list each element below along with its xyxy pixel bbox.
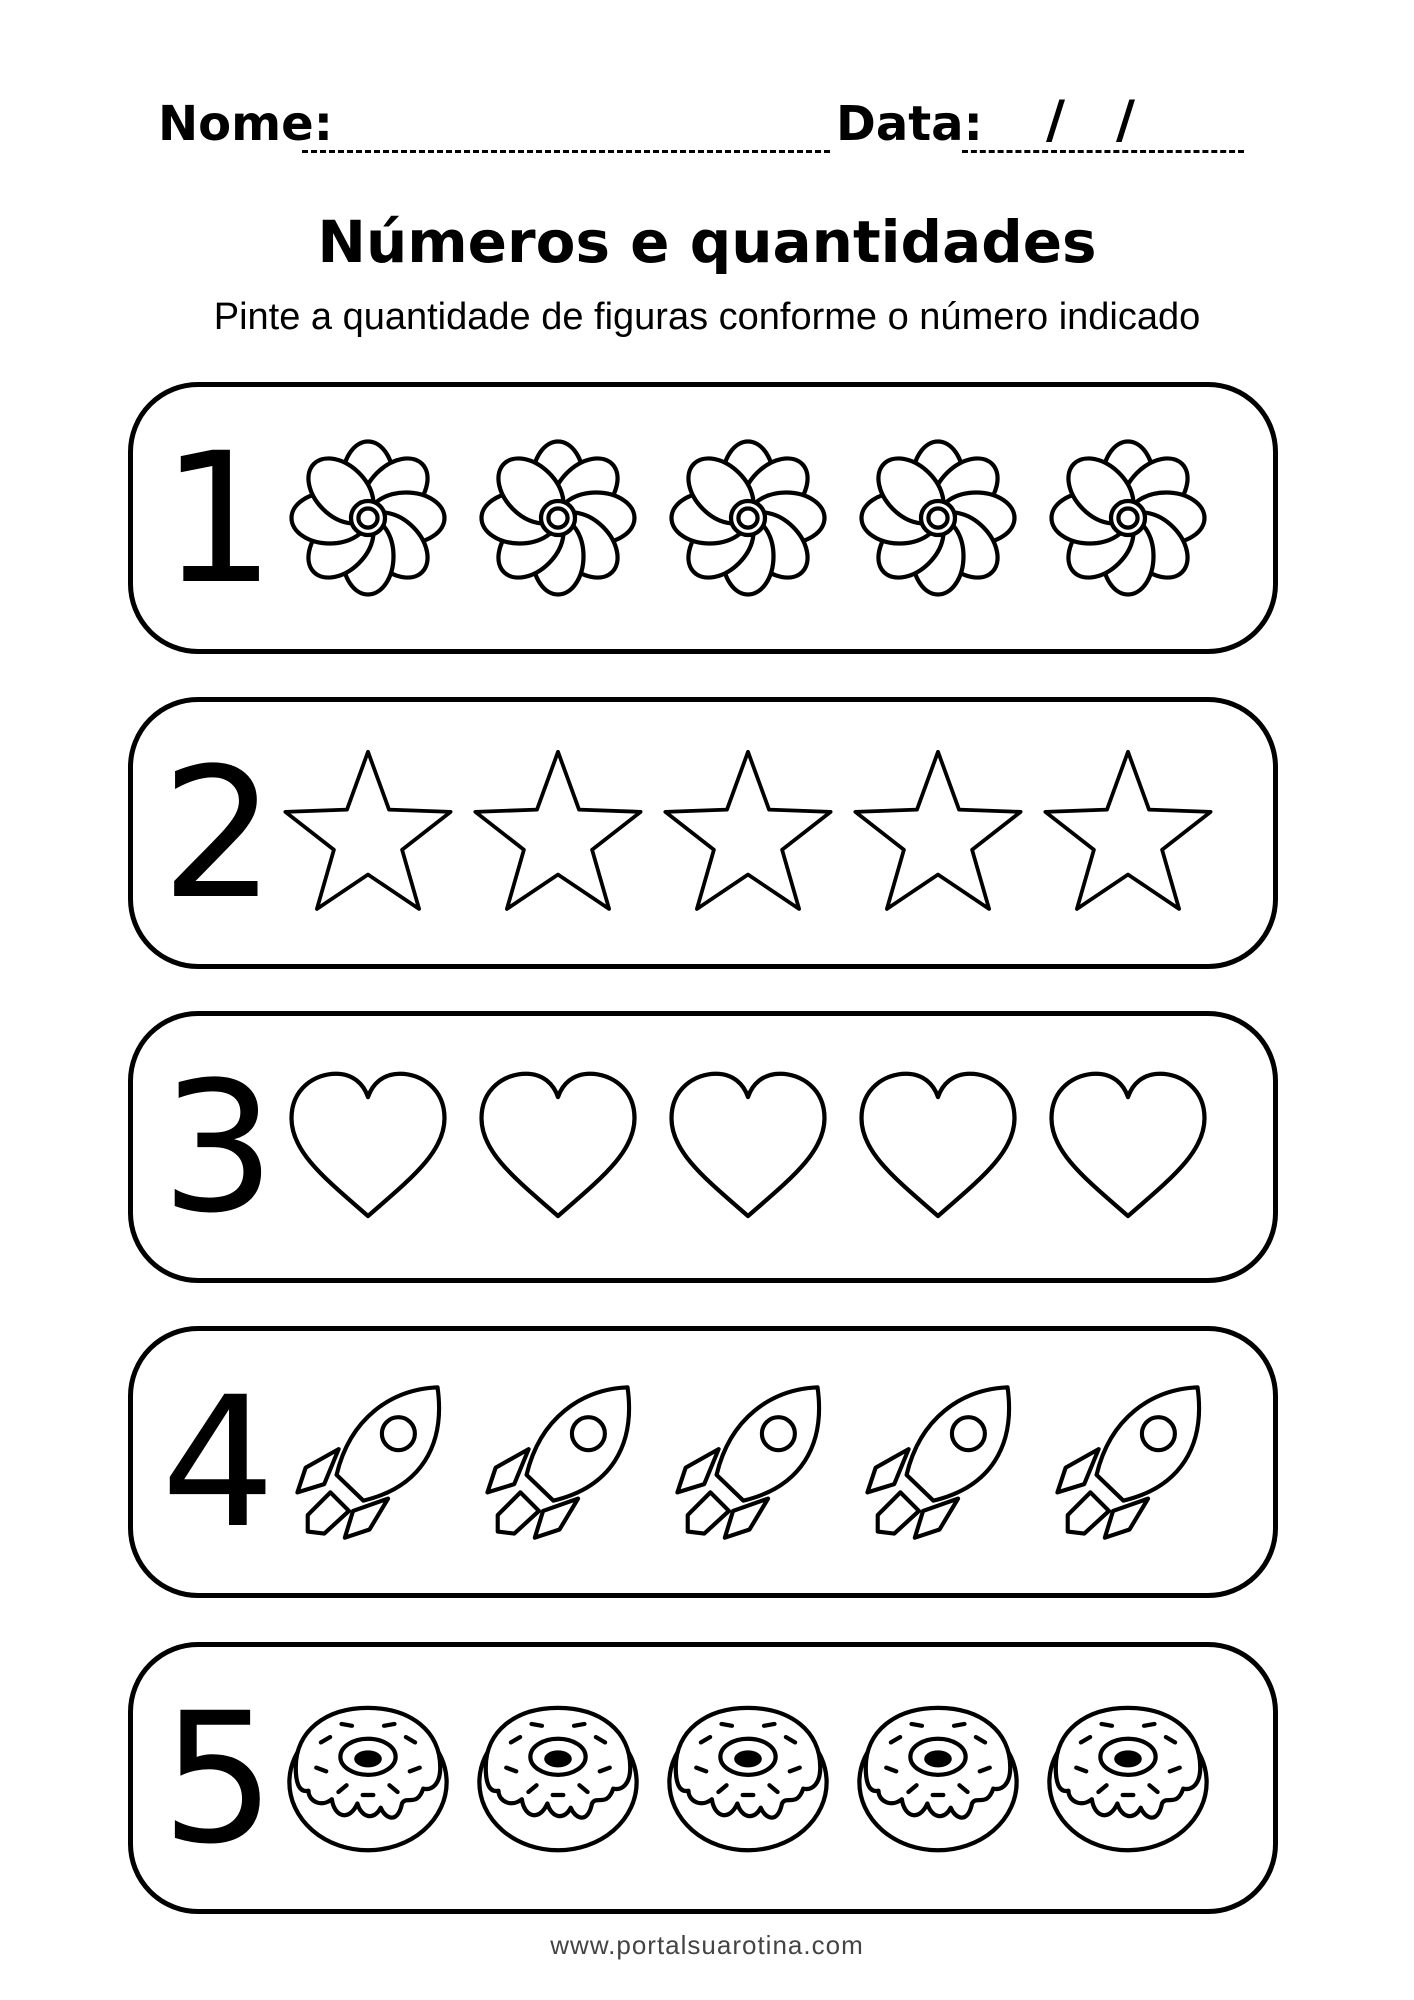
flower-icon[interactable] — [283, 433, 453, 603]
donut-icon[interactable] — [853, 1693, 1023, 1863]
star-icon[interactable] — [473, 748, 643, 918]
row-number: 3 — [161, 1044, 276, 1253]
rocket-icon[interactable] — [663, 1377, 833, 1547]
star-icon[interactable] — [1043, 748, 1213, 918]
row-5 — [128, 1642, 1278, 1914]
rocket-icon[interactable] — [853, 1377, 1023, 1547]
flower-icon[interactable] — [473, 433, 643, 603]
row-number: 4 — [161, 1359, 276, 1568]
row-number: 2 — [161, 730, 276, 939]
footer-url: www.portalsuarotina.com — [550, 1930, 864, 1960]
row-2 — [128, 697, 1278, 969]
date-field-line[interactable] — [962, 150, 1244, 153]
star-icon[interactable] — [663, 748, 833, 918]
star-icon[interactable] — [283, 748, 453, 918]
name-label: Nome: — [158, 96, 333, 152]
star-icon[interactable] — [853, 748, 1023, 918]
row-1 — [128, 382, 1278, 654]
date-label: Data: — [836, 96, 983, 152]
heart-icon[interactable] — [853, 1062, 1023, 1232]
instructions: Pinte a quantidade de figuras conforme o número indicado — [213, 296, 1201, 338]
rocket-icon[interactable] — [283, 1377, 453, 1547]
heart-icon[interactable] — [1043, 1062, 1213, 1232]
date-slash-2: / — [1116, 90, 1135, 150]
rocket-icon[interactable] — [1043, 1377, 1213, 1547]
flower-icon[interactable] — [853, 433, 1023, 603]
row-number: 5 — [161, 1675, 276, 1884]
donut-icon[interactable] — [1043, 1693, 1213, 1863]
row-number: 1 — [161, 415, 276, 624]
row-4 — [128, 1326, 1278, 1598]
heart-icon[interactable] — [283, 1062, 453, 1232]
rocket-icon[interactable] — [473, 1377, 643, 1547]
donut-icon[interactable] — [283, 1693, 453, 1863]
heart-icon[interactable] — [663, 1062, 833, 1232]
date-slash-1: / — [1046, 90, 1065, 150]
donut-icon[interactable] — [473, 1693, 643, 1863]
flower-icon[interactable] — [663, 433, 833, 603]
flower-icon[interactable] — [1043, 433, 1213, 603]
page-title: Números e quantidades — [317, 208, 1097, 276]
row-3 — [128, 1011, 1278, 1283]
name-field-line[interactable] — [302, 150, 830, 153]
donut-icon[interactable] — [663, 1693, 833, 1863]
heart-icon[interactable] — [473, 1062, 643, 1232]
